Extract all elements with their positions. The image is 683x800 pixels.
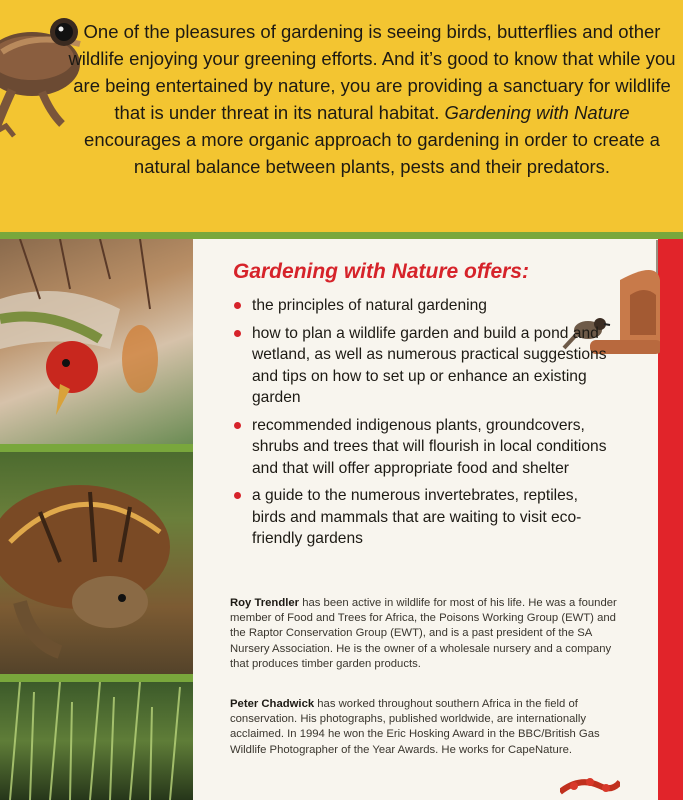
bullet-icon xyxy=(234,492,241,499)
berries-photo xyxy=(560,772,620,800)
offer-text: recommended indigenous plants, groundcovers, shrubs and trees that will flourish in local conditions and that will offer appropriate food and shelter xyxy=(252,416,607,477)
photo-divider-2 xyxy=(0,674,193,682)
photo-column xyxy=(0,239,193,800)
red-headed-weaver-icon xyxy=(0,239,193,444)
bullet-icon xyxy=(234,302,241,309)
bullet-icon xyxy=(234,422,241,429)
author-bio-text: has been active in wildlife for most of his life. He was a founder member of Food and Trees for Africa, the Poisons Working Group (EWT) and the Raptor Conservation Group (EWT), and is a past president of the SA Nursery Association. He is the owner of a wholesale nursery and a company that produces timber garden products. xyxy=(230,597,617,670)
offer-text: the principles of natural gardening xyxy=(252,297,487,314)
reeds-photo xyxy=(0,682,193,800)
offers-list xyxy=(234,295,614,556)
reeds-icon xyxy=(0,682,193,800)
intro-text-part2: encourages a more organic approach to gardening in order to create a natural balance between plants, pests and their predators. xyxy=(84,129,660,177)
bullet-icon xyxy=(234,330,241,337)
red-side-bar xyxy=(658,239,683,800)
author-name: Roy Trendler xyxy=(230,597,300,609)
author-name: Peter Chadwick xyxy=(230,698,315,710)
author-bio-peter xyxy=(230,697,630,758)
offer-text: a guide to the numerous invertebrates, reptiles, birds and mammals that are waiting to visit eco-friendly gardens xyxy=(252,487,582,547)
intro-band xyxy=(0,0,683,232)
intro-paragraph xyxy=(66,18,678,180)
tortoise-icon xyxy=(0,452,193,674)
green-divider xyxy=(0,232,683,239)
tortoise-photo xyxy=(0,452,193,674)
intro-book-title: Gardening with Nature xyxy=(444,102,630,123)
offer-text: how to plan a wildlife garden and build a pond and wetland, as well as numerous practical suggestions and tips on how to set up or enhance an existing garden xyxy=(252,324,607,406)
list-item xyxy=(234,485,614,550)
photo-divider-1 xyxy=(0,444,193,452)
offers-heading: Gardening with Nature offers: xyxy=(233,260,529,283)
author-bio-roy xyxy=(230,596,630,672)
list-item xyxy=(234,323,614,409)
author-bio-text: has worked throughout southern Africa in the field of conservation. His photographs, published worldwide, are internationally acclaimed. In 1994 he won the Eric Hosking Award in the BBC/British Gas Wildlife Photographer of the Year Awards. He works for CapeNature. xyxy=(230,698,600,756)
bird-photo xyxy=(0,239,193,444)
list-item xyxy=(234,415,614,480)
list-item xyxy=(234,295,614,317)
intro-text-part1: One of the pleasures of gardening is seeing birds, butterflies and other wildlife enjoying your greening efforts. And it’s good to know that while you are being entertained by nature, you are providing a sanctuary for wildlife that is under threat in its natural habitat. xyxy=(68,21,676,123)
